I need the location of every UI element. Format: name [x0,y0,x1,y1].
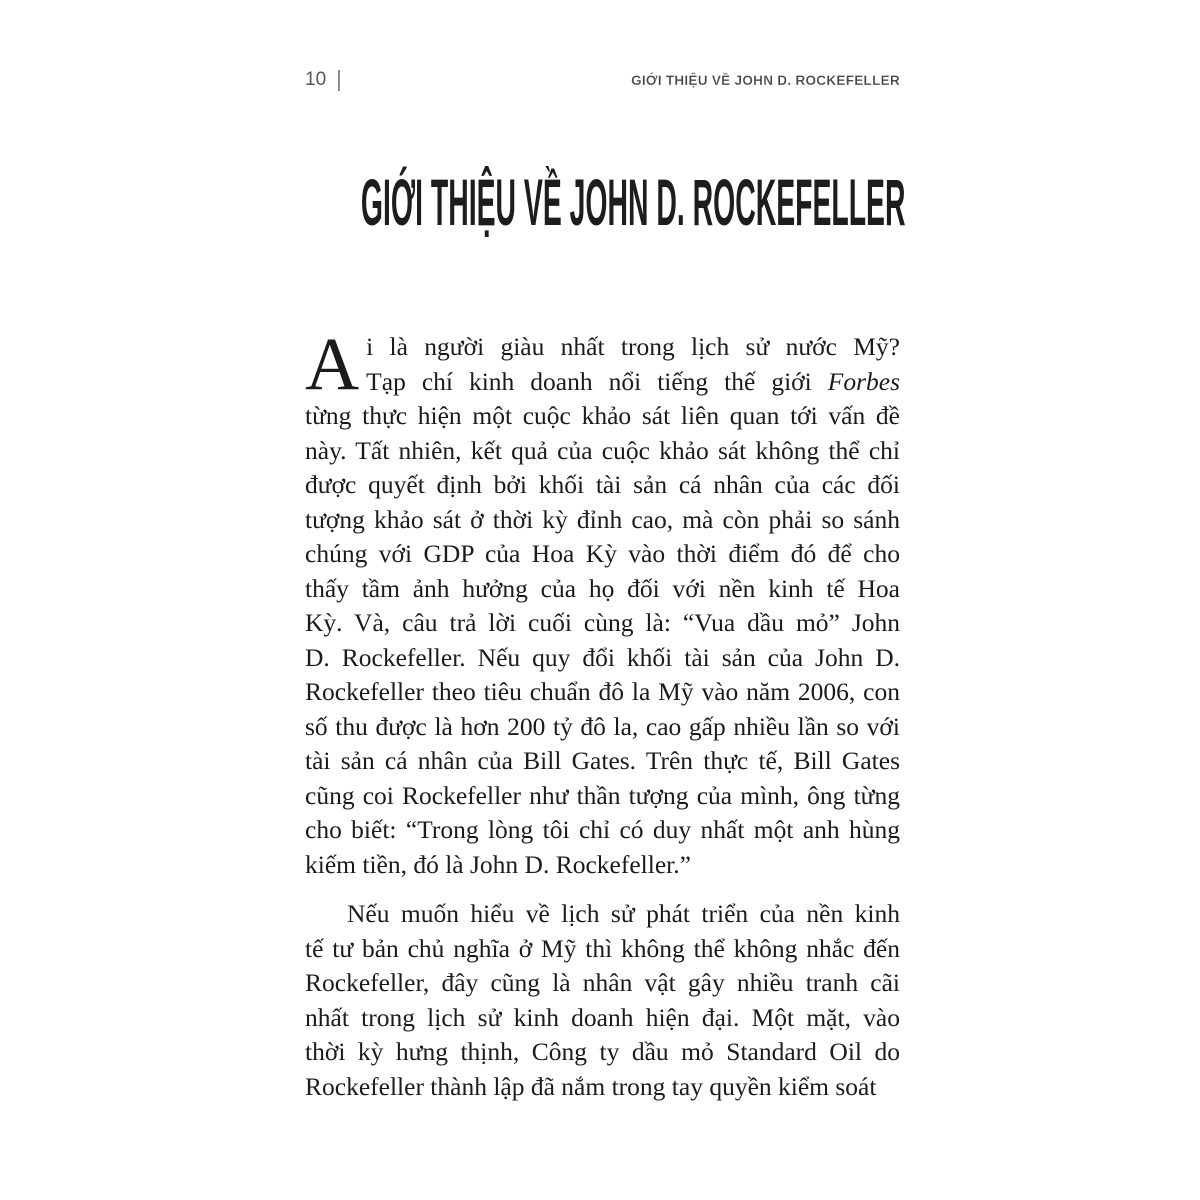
text-line: D. Rockefeller. Nếu quy đổi khối tài sản của John D. [305,642,900,672]
text-line: chúng với GDP của Hoa Kỳ vào thời điểm đó để cho [305,539,900,568]
page-number-block [305,69,340,91]
text-line: Nếu muốn hiểu về lịch sử phát triển của nền kinh [347,899,900,928]
text-line: Rockefeller, đây cũng là nhân vật gây nhiều tranh cãi [305,968,900,997]
text-line: tài sản cá nhân của Bill Gates. Trên thực tế, Bill Gates [305,746,900,775]
chapter-title: GIỚI THIỆU VỀ JOHN D. ROCKEFELLER [360,165,906,239]
page-header [305,66,900,94]
italic-text-segment: Forbes [827,366,900,396]
text-line: Rockefeller thành lập đã nắm trong tay quyền kiểm soát [305,1071,877,1101]
page-number: 10 [305,69,327,90]
text-line: cũng coi Rockefeller như thần tượng của mình, ông từng [305,780,900,810]
text-line [305,365,900,400]
text-line: tượng khảo sát ở thời kỳ đỉnh cao, mà còn phải so sánh [305,504,900,534]
text-line: được quyết định bởi khối tài sản cá nhân của các đối [305,470,900,499]
text-line: i là người giàu nhất trong lịch sử nước Mỹ? [366,332,900,361]
text-line: tế tư bản chủ nghĩa ở Mỹ thì không thể không nhắc đến [305,933,900,963]
folio-divider [338,70,340,91]
text-line: Rockefeller theo tiêu chuẩn đô la Mỹ vào năm 2006, con [305,677,900,706]
paragraph-1-lines [305,323,900,882]
text-line: từng thực hiện một cuộc khảo sát liên quan tới vấn đề [305,401,900,430]
paragraph-2 [305,897,900,1104]
text-line: thấy tầm ảnh hưởng của họ đối với nền kinh tế Hoa [305,573,900,603]
text-line: nhất trong lịch sử kinh doanh hiện đại. Một mặt, vào [305,1002,900,1032]
text-line: kiếm tiền, đó là John D. Rockefeller.” [305,849,691,879]
text-line: này. Tất nhiên, kết quả của cuộc khảo sát không thể chỉ [305,435,900,465]
text-line: cho biết: “Trong lòng tôi chỉ có duy nhất một anh hùng [305,815,900,844]
paragraph-1 [305,323,900,882]
body-text-column [305,323,900,1104]
drop-cap: A [305,323,360,406]
chapter-title-wrap [0,166,1200,238]
text-line: số thu được là hơn 200 tỷ đô la, cao gấp nhiều lần so với [305,711,900,741]
text-line: Kỳ. Và, câu trả lời cuối cùng là: “Vua dầu mỏ” John [305,608,900,637]
text-segment: Tạp chí kinh doanh nổi tiếng thế giới [366,366,828,396]
paragraph-2-lines [305,897,900,1104]
text-line: thời kỳ hưng thịnh, Công ty dầu mỏ Standard Oil do [305,1037,900,1066]
running-title: GIỚI THIỆU VỀ JOHN D. ROCKEFELLER [631,72,900,88]
